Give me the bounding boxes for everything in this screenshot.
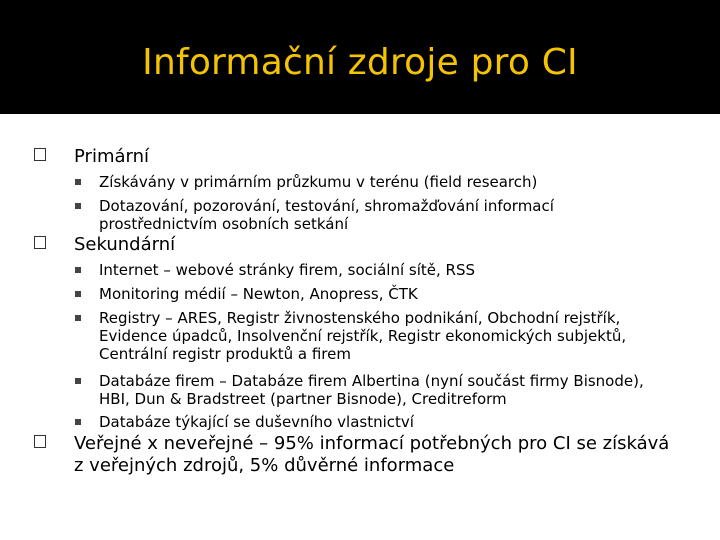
bullet-sekundarni [74, 234, 175, 256]
sub-bullet [99, 309, 689, 363]
sub-bullet-text: Monitoring médií – Newton, Anopress, ČTK [99, 285, 418, 303]
sub-bullet-text: Získávány v primárním průzkumu v terénu (field research) [99, 173, 538, 191]
small-square-bullet-icon [75, 203, 81, 209]
sub-bullet-text: Internet – webové stránky firem, sociální sítě, RSS [99, 261, 475, 279]
sub-bullet-text: Dotazování, pozorování, testování, shromažďování informací prostřednictvím osobních setkání [99, 197, 559, 233]
sub-bullet-text: Databáze týkající se duševního vlastnictví [99, 413, 414, 431]
sub-bullet-text: Registry – ARES, Registr živnostenského podnikání, Obchodní rejstřík, Evidence úpadců, Insolvenční rejstřík, Registr ekonomických subjektů, Centrální registr produktů a firem [99, 309, 631, 363]
small-square-bullet-icon [75, 378, 81, 384]
bullet-label: Primární [74, 146, 149, 167]
sub-bullet [99, 173, 699, 191]
small-square-bullet-icon [75, 267, 81, 273]
slide-title: Informační zdroje pro CI [142, 42, 578, 83]
bullet-primarni [74, 146, 149, 168]
square-bullet-icon [34, 435, 46, 448]
sub-bullet [99, 197, 659, 233]
square-bullet-icon [34, 148, 46, 161]
bullet-verejne [74, 433, 684, 477]
sub-bullet [99, 261, 699, 279]
sub-bullet [99, 372, 659, 408]
small-square-bullet-icon [75, 291, 81, 297]
small-square-bullet-icon [75, 179, 81, 185]
sub-bullet-text: Databáze firem – Databáze firem Albertina (nyní součást firmy Bisnode), HBI, Dun & Bradstreet (partner Bisnode), Creditreform [99, 372, 649, 408]
sub-bullet [99, 285, 699, 303]
sub-bullet [99, 413, 699, 431]
small-square-bullet-icon [75, 419, 81, 425]
square-bullet-icon [34, 236, 46, 249]
small-square-bullet-icon [75, 315, 81, 321]
bullet-label: Sekundární [74, 234, 176, 255]
bullet-label: Veřejné x neveřejné – 95% informací potřebných pro CI se získává z veřejných zdrojů, 5% důvěrné informace [74, 433, 676, 476]
